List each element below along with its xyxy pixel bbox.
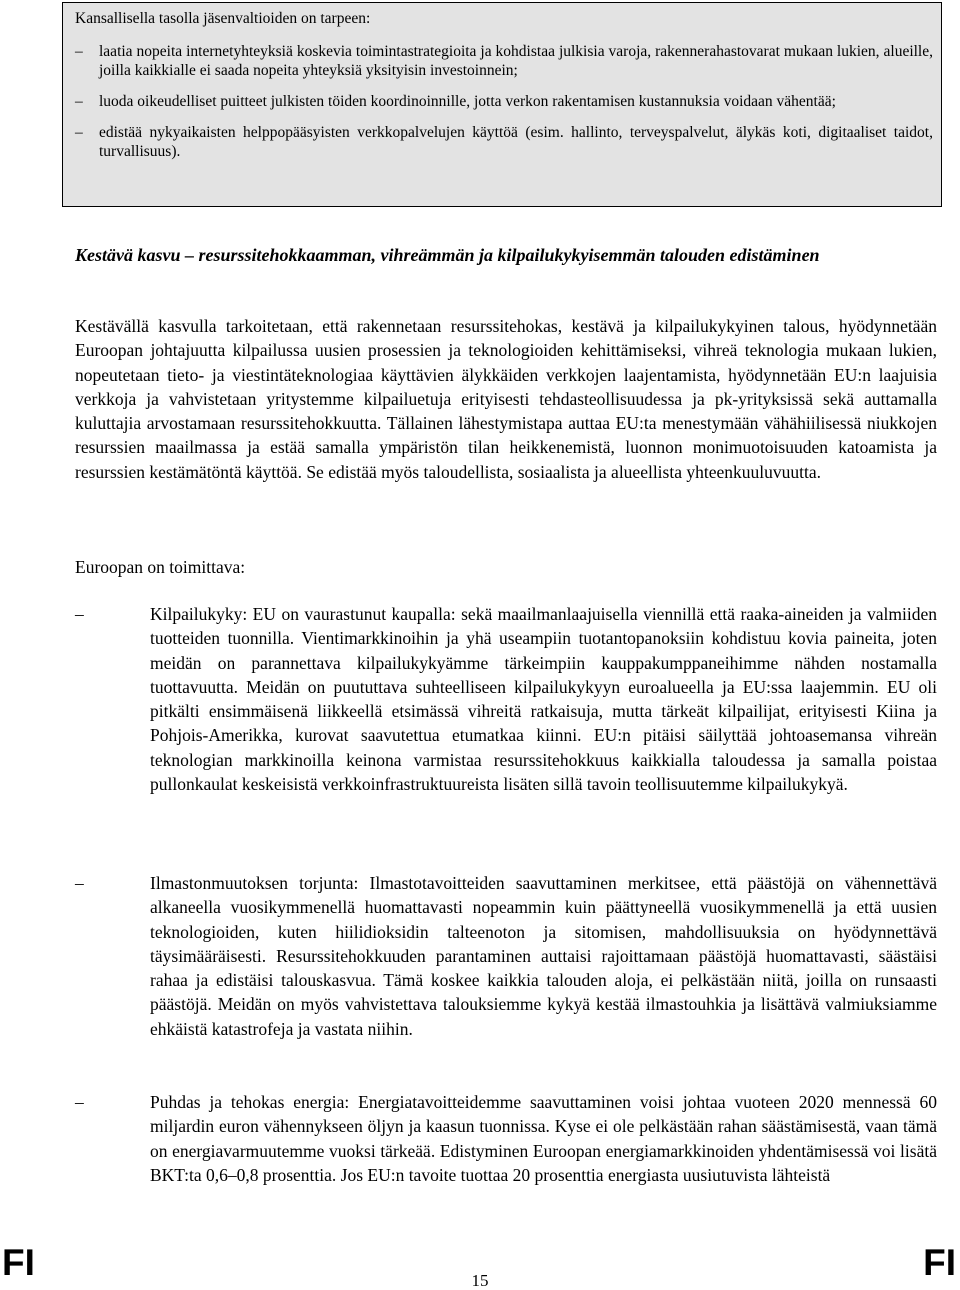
dash-marker: – <box>75 43 83 60</box>
callout-item-text: luoda oikeudelliset puitteet julkisten töiden koordinoinnille, jotta verkon rakentamisen kustannuksia voidaan vähentää; <box>99 93 836 110</box>
page-number: 15 <box>471 1271 489 1290</box>
callout-item-text: edistää nykyaikaisten helppopääsyisten verkkopalvelujen käyttöä (esim. hallinto, terveyspalvelut, älykäs koti, digitaaliset taidot, turvallisuus). <box>99 124 933 160</box>
dash-marker: – <box>75 1092 84 1112</box>
section-heading: Kestävä kasvu – resurssitehokkaamman, vihreämmän ja kilpailukykyisemmän talouden edistäminen <box>75 245 820 265</box>
dash-marker: – <box>75 873 84 893</box>
list-item-text: Puhdas ja tehokas energia: Energiatavoitteidemme saavuttaminen voisi johtaa vuoteen 2020 mennessä 60 miljardin euron vähennykseen öljyn ja kaasun tuonnissa. Kyse ei ole pelkästään rahan säästämisestä, vaan tämä on energiavarmuutemme vuoksi tärkeää. Edistyminen Euroopan energiamarkkinoiden yhdentämisessä voi lisätä BKT:ta 0,6–0,8 prosenttia. Jos EU:n tavoite tuottaa 20 prosenttia energiasta uusiutuvista lähteistä <box>150 1092 937 1185</box>
callout-item-text: laatia nopeita internetyhteyksiä koskevia toimintastrategioita ja kohdistaa julkisia varoja, rakennerahastovarat mukaan lukien, alueille, joilla kaikkialle ei saada nopeita yhteyksiä yksityisin investoinnein; <box>99 43 933 79</box>
callout-item <box>75 92 933 111</box>
dash-marker: – <box>75 124 83 141</box>
footer-language-right: FI <box>923 1242 956 1283</box>
dash-marker: – <box>75 93 83 110</box>
list-item <box>75 1090 937 1187</box>
list-item <box>75 602 937 796</box>
callout-intro: Kansallisella tasolla jäsenvaltioiden on tarpeen: <box>75 10 371 27</box>
callout-item <box>75 123 933 161</box>
body-paragraph: Kestävällä kasvulla tarkoitetaan, että rakennetaan resurssitehokas, kestävä ja kilpailukykyinen talous, hyödynnetään Euroopan johtajuutta kilpailussa uusien prosessien ja teknologioiden kehittämiseksi, vihreä teknologia mukaan lukien, nopeutetaan tieto- ja viestintäteknologiaa käyttävien älykkäiden verkkojen laajentamista, hyödynnetään EU:n laajuisia verkkoja ja vahvistetaan yritystemme kilpailuetuja erityisesti tehdasteollisuudessa ja pk-yrityksissä sekä auttamalla kuluttajia arvostamaan resurssitehokkuutta. Tällainen lähestymistapa auttaa EU:ta menestymään vähähiilisessä niukkojen resurssien maailmassa ja estää samalla ympäristön tilan heikkenemistä, luonnon monimuotoisuuden katoamista ja resurssien kestämätöntä käyttöä. Se edistää myös taloudellista, sosiaalista ja alueellista yhteenkuuluvuutta. <box>75 316 937 482</box>
list-lead: Euroopan on toimittava: <box>75 557 246 577</box>
callout-box <box>62 2 942 207</box>
list-item <box>75 871 937 1041</box>
footer-language-left: FI <box>2 1242 35 1283</box>
callout-item <box>75 42 933 80</box>
list-item-text: Ilmastonmuutoksen torjunta: Ilmastotavoitteiden saavuttaminen merkitsee, että päästöjä on vähennettävä alkaneella vuosikymmenellä huomattavasti nopeammin kuin päättyneellä vuosikymmenellä ja että uusien teknologioiden, kuten hiilidioksidin talteenoton ja sitomisen, mahdollisuuksia on hyödynnettävä täysimääräisesti. Resurssitehokkuuden parantaminen auttaisi rajoittamaan päästöjä huomattavasti, säästäisi rahaa ja edistäisi talouskasvua. Tämä koskee kaikkia talouden aloja, ei pelkästään niitä, joilla on runsaasti päästöjä. Meidän on myös vahvistettava talouksiemme kykyä kestää ilmastouhkia ja lisättävä valmiuksiamme ehkäistä katastrofeja ja vastata niihin. <box>150 873 937 1039</box>
list-item-text: Kilpailukyky: EU on vaurastunut kaupalla: sekä maailmanlaajuisella viennillä että raaka-aineiden ja valmiiden tuotteiden tuonnilla. Vientimarkkinoihin ja yhä useampiin tuotantopanoksiin kohdistuu kovia paineita, joten meidän on parannettava kilpailukykyämme tärkeimpiin kauppakumppaneihimme nähden nostamalla tuottavuutta. Meidän on puututtava suhteelliseen kilpailukykyyn euroalueella ja EU:ssa laajemmin. EU oli pitkälti ensimmäisenä liikkeellä etsimässä vihreitä ratkaisuja, mutta tärkeät kilpailijat, erityisesti Kiina ja Pohjois-Amerikka, kurovat saavutettua etumatkaa kiinni. EU:n pitäisi säilyttää johtoasemansa vihreän teknologian markkinoilla keinona varmistaa resurssitehokkuus kaikkialla taloudessa ja samalla poistaa pullonkaulat keskeisistä verkkoinfrastruktuureista lisäten sillä tavoin teollisuutemme kilpailukykyä. <box>150 604 937 795</box>
dash-marker: – <box>75 604 84 624</box>
